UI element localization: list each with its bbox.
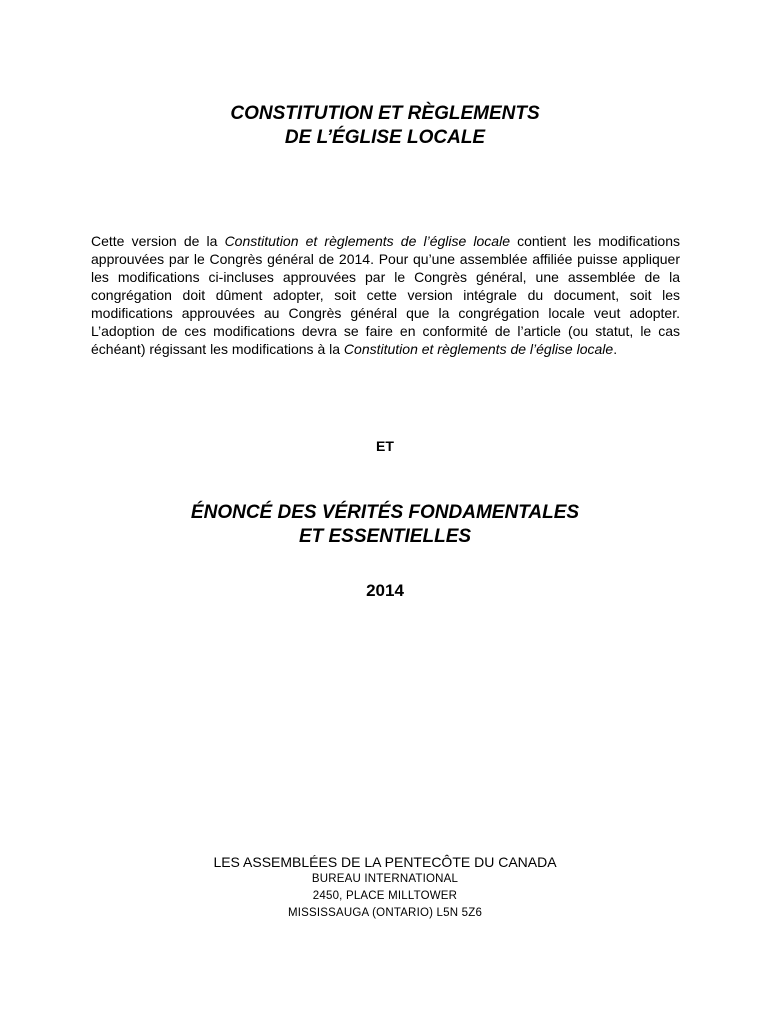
publisher-name: LES ASSEMBLÉES DE LA PENTECÔTE DU CANADA <box>213 854 557 870</box>
address-line-city: MISSISSAUGA (ONTARIO) L5N 5Z6 <box>287 907 483 919</box>
intro-italic-title-1: Constitution et règlements de l’église locale <box>224 233 510 249</box>
intro-text-part-1: Cette version de la <box>91 233 225 249</box>
publisher-block <box>0 853 770 922</box>
intro-text-part-3: contient les modifications approuvées par le Congrès général de 2014. Pour qu’une assemblée affiliée puisse appliquer les modifications ci-incluses approuvées par le Congrès général, une assemblée de la congrégation doit dûment adopter, soit cette version intégrale du document, soit les modifications approuvées au Congrès général que la congrégation locale veut adopter. L’adoption de ces modifications devra se faire en conformité de l’article (ou statut, le cas échéant) régissant les modifications à la <box>91 233 681 357</box>
intro-italic-title-2: Constitution et règlements de l’église locale <box>343 341 614 357</box>
second-title-line-2: ET ESSENTIELLES <box>298 526 472 547</box>
main-title-line-1: CONSTITUTION ET RÈGLEMENTS <box>230 103 540 124</box>
address-line-office: BUREAU INTERNATIONAL <box>311 873 459 885</box>
second-title <box>0 501 770 549</box>
second-title-line-1: ÉNONCÉ DES VÉRITÉS FONDAMENTALES <box>190 502 580 523</box>
conjunction-et: ET <box>376 438 394 454</box>
intro-text-part-5: . <box>613 341 618 357</box>
address-line-street: 2450, PLACE MILLTOWER <box>312 890 458 902</box>
main-title <box>0 102 770 150</box>
document-year: 2014 <box>366 581 404 600</box>
main-title-line-2: DE L’ÉGLISE LOCALE <box>284 127 486 148</box>
intro-paragraph <box>91 232 680 358</box>
